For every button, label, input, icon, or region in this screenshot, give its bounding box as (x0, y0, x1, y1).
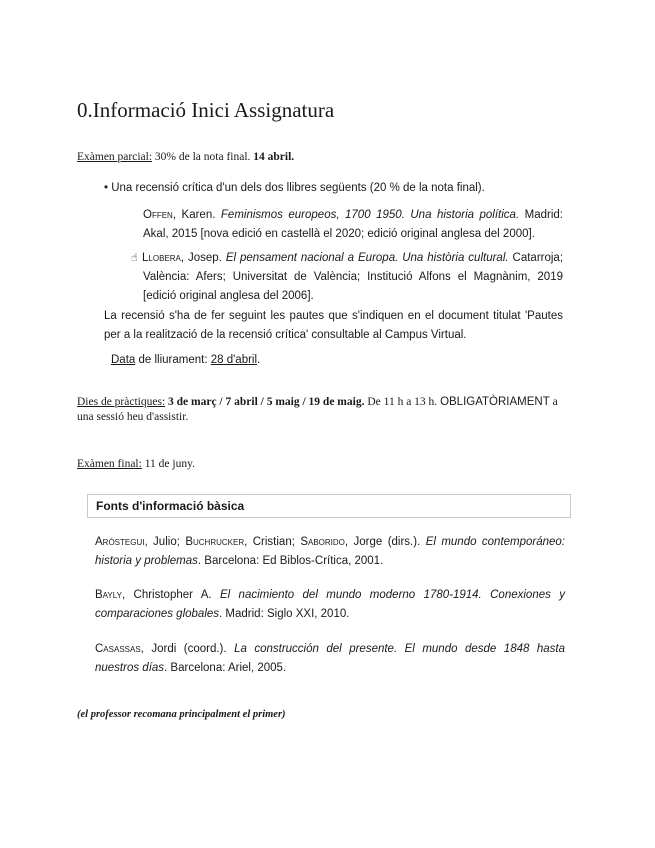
delivery-end: . (257, 354, 261, 366)
book-1-title: Feminismos europeos, 1700 1950. Una historia política. (220, 209, 520, 221)
source-1-author-1: Aróstegui (95, 536, 145, 548)
source-1-author-3-rest: , Jorge (dirs.). (344, 536, 426, 548)
sources-heading-box (87, 494, 571, 518)
source-2-title-1: El nacimiento del mundo moderno 1780-1914. Conexiones y (219, 589, 565, 601)
final-exam-line (77, 455, 195, 474)
practice-days (77, 393, 577, 427)
source-1-author-3: Saborido (300, 536, 345, 548)
book-2-title: El pensament nacional a Europa. Una història cultural. (225, 252, 509, 264)
source-1 (95, 533, 565, 571)
practice-hours: De 11 h a 13 h. (364, 396, 441, 408)
book-1-line-1 (143, 206, 563, 225)
delivery-text: de lliurament: (135, 354, 211, 366)
source-2-rest: . Madrid: Siglo XXI, 2010. (219, 608, 350, 620)
bullet-item (104, 179, 485, 198)
source-2-line-2 (95, 605, 565, 624)
final-exam-text: 11 de juny. (141, 458, 195, 470)
source-3-line-2 (95, 659, 565, 678)
recension-line-1: La recensió s'ha de fer seguint les pautes que s'indiquen en el document titulat 'Pautes (104, 310, 563, 322)
source-1-rest: . Barcelona: Ed Biblos-Crítica, 2001. (197, 555, 384, 567)
source-3-rest: . Barcelona: Ariel, 2005. (164, 662, 287, 674)
bullet-text: Una recensió crítica d'un dels dos llibres següents (20 % de la nota final). (111, 182, 485, 194)
final-exam-label: Exàmen final: (77, 458, 142, 470)
source-2 (95, 586, 565, 624)
book-2 (131, 249, 563, 306)
source-3-author: Casassas (95, 643, 141, 655)
book-1 (143, 206, 563, 244)
practice-mandatory: OBLIGATÒRIAMENT (440, 396, 550, 408)
book-1-author-rest: , Karen. (172, 209, 221, 221)
source-1-line-2 (95, 552, 565, 571)
practice-tail: a (549, 396, 558, 408)
page-title: 0.Informació Inici Assignatura (77, 98, 335, 122)
book-2-line-1 (131, 249, 563, 268)
bullet-symbol: • (104, 182, 109, 194)
partial-exam-text: 30% de la nota final. (152, 151, 254, 163)
book-1-line-2: Akal, 2015 [nova edició en castellà el 2020; edició original anglesa del 2000]. (143, 228, 535, 240)
source-1-author-2: Buchrucker (185, 536, 245, 548)
source-2-line-1 (95, 586, 565, 605)
partial-exam-line (77, 148, 294, 167)
delivery-date-line (111, 351, 260, 370)
source-3-line-1 (95, 640, 565, 659)
source-1-line-1 (95, 533, 565, 552)
professor-note: (el professor recomana principalment el primer) (77, 709, 286, 720)
delivery-date: 28 d'abril (210, 354, 258, 366)
source-1-title-1: El mundo contemporáneo: (425, 536, 566, 548)
source-1-author-2-rest: , Cristian; (244, 536, 301, 548)
partial-exam-date: 14 abril. (253, 151, 295, 163)
practice-line-2: una sessió heu d'assistir. (77, 411, 189, 423)
source-3 (95, 640, 565, 678)
delivery-label: Data (111, 354, 136, 366)
source-3-title-2: nuestros días (95, 662, 165, 674)
source-3-author-rest: , Jordi (coord.). (140, 643, 235, 655)
book-2-line-1-rest: Catarroja; (508, 252, 564, 264)
partial-exam-label: Exàmen parcial: (77, 151, 153, 163)
source-1-author-1-rest: , Julio; (144, 536, 186, 548)
practice-dates: 3 de març / 7 abril / 5 maig / 19 de maig. (165, 396, 365, 408)
source-3-title-1: La construcción del presente. El mundo desde 1848 hasta (234, 643, 565, 655)
sources-heading: Fonts d'informació bàsica (96, 499, 245, 513)
book-2-author: Llobera (142, 252, 181, 264)
book-2-author-rest: , Josep. (180, 252, 226, 264)
book-1-author: Offen (143, 209, 173, 221)
source-1-title-2: historia y problemas (95, 555, 198, 567)
source-2-author-rest: , Christopher A. (121, 589, 220, 601)
recension-rules (104, 307, 563, 345)
practice-label: Dies de pràctiques: (77, 396, 166, 408)
source-2-author: Bayly (95, 589, 122, 601)
hand-cursor-icon: ☝ (131, 252, 138, 264)
book-2-line-2: València: Afers; Universitat de València; Institució Alfons el Magnànim, 2019 (143, 271, 563, 283)
source-2-title-2: comparaciones globales (95, 608, 220, 620)
book-1-line-1-rest: Madrid: (519, 209, 563, 221)
book-2-line-3: [edició original anglesa del 2006]. (143, 290, 314, 302)
recension-line-2: per a la realització de la recensió crítica' consultable al Campus Virtual. (104, 329, 467, 341)
